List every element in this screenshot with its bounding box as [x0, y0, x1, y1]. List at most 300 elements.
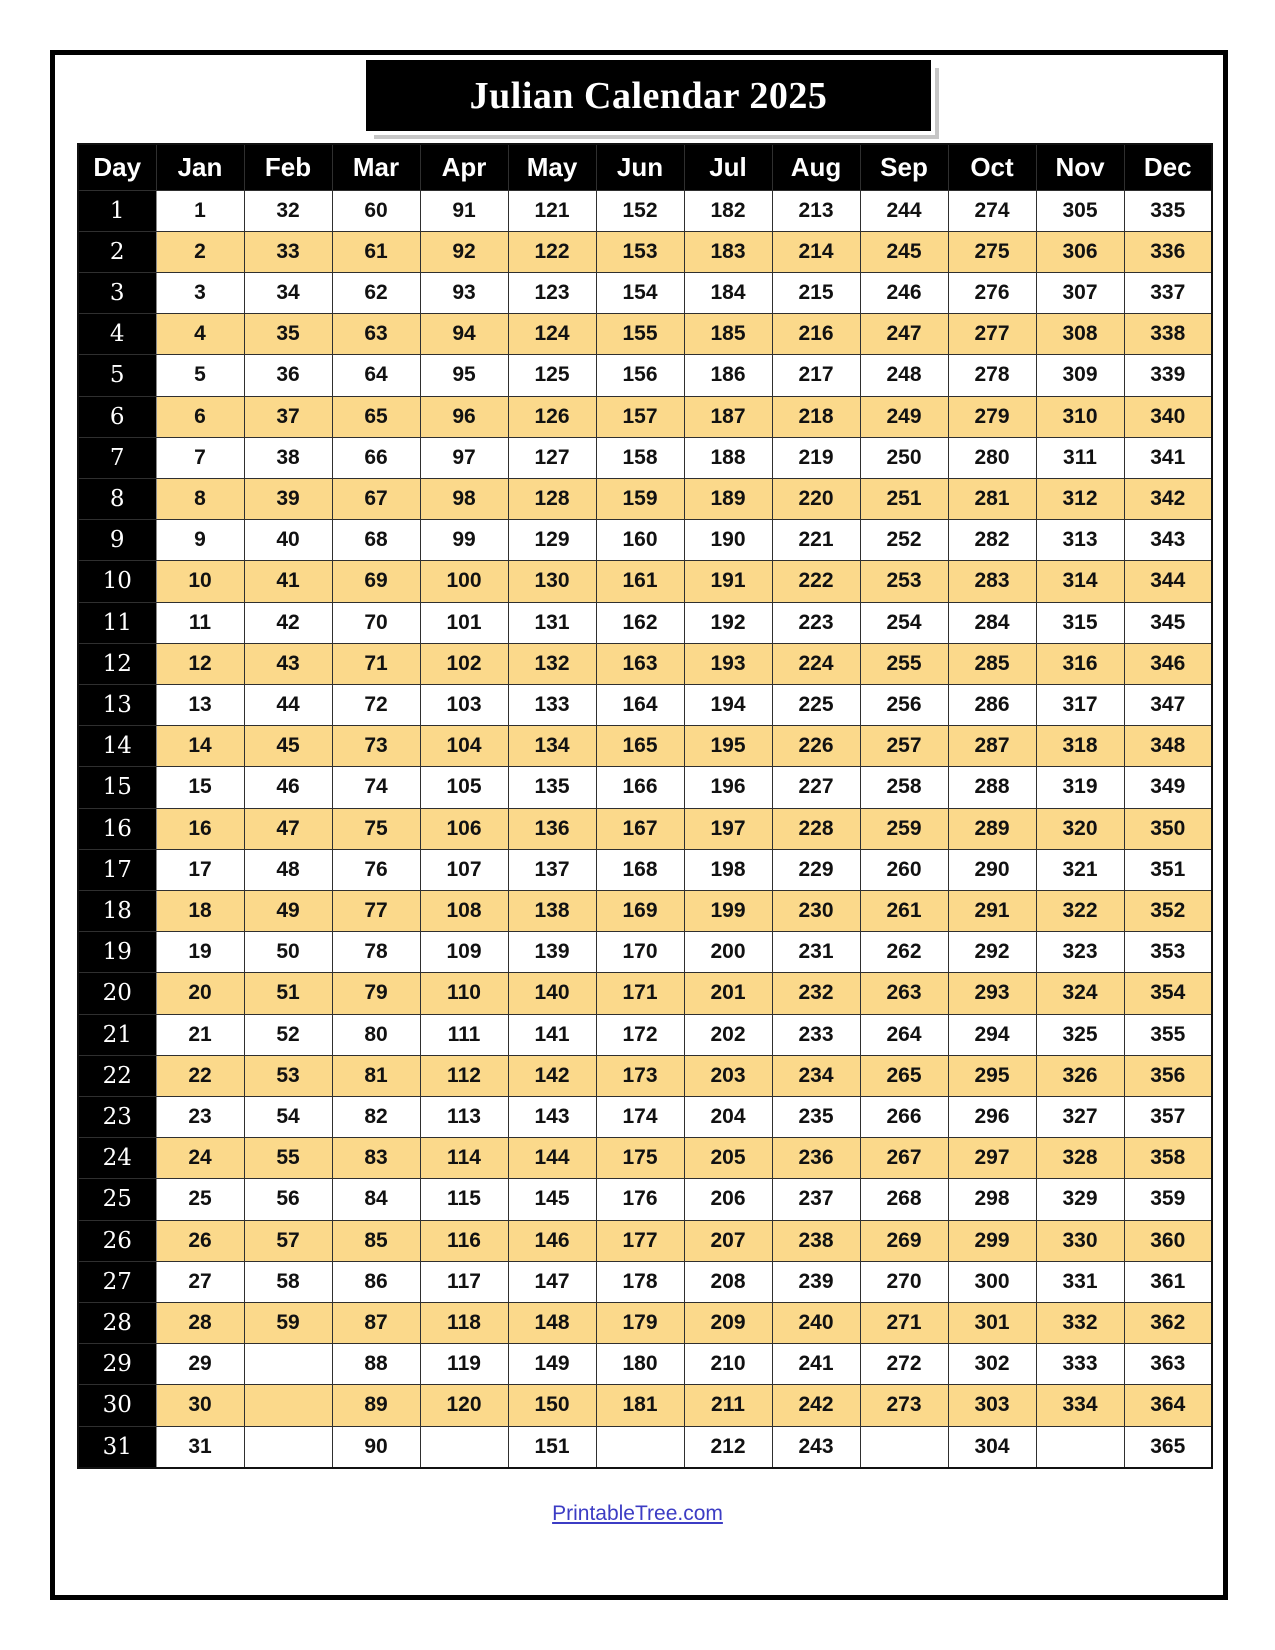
julian-date-cell: 22 — [156, 1055, 244, 1096]
julian-date-cell: 113 — [420, 1096, 508, 1137]
julian-date-cell: 28 — [156, 1302, 244, 1343]
julian-date-cell: 328 — [1036, 1138, 1124, 1179]
month-header-cell: Aug — [772, 144, 860, 190]
julian-date-cell: 14 — [156, 726, 244, 767]
julian-date-cell: 272 — [860, 1344, 948, 1385]
julian-date-cell: 142 — [508, 1055, 596, 1096]
julian-date-cell: 73 — [332, 726, 420, 767]
julian-date-cell: 204 — [684, 1096, 772, 1137]
julian-date-cell: 121 — [508, 190, 596, 231]
julian-date-cell: 124 — [508, 314, 596, 355]
julian-date-cell: 23 — [156, 1096, 244, 1137]
month-header-cell: Nov — [1036, 144, 1124, 190]
julian-date-cell: 168 — [596, 849, 684, 890]
day-number-cell: 28 — [78, 1302, 156, 1343]
julian-date-cell: 215 — [772, 272, 860, 313]
julian-date-cell: 45 — [244, 726, 332, 767]
julian-date-cell: 274 — [948, 190, 1036, 231]
julian-date-cell: 12 — [156, 643, 244, 684]
julian-date-cell: 114 — [420, 1138, 508, 1179]
day-number-cell: 1 — [78, 190, 156, 231]
table-row — [78, 437, 1212, 478]
julian-date-cell: 148 — [508, 1302, 596, 1343]
table-row — [78, 1096, 1212, 1137]
julian-date-cell: 56 — [244, 1179, 332, 1220]
julian-date-cell: 76 — [332, 849, 420, 890]
julian-date-cell: 3 — [156, 272, 244, 313]
julian-date-cell: 160 — [596, 520, 684, 561]
julian-date-cell: 59 — [244, 1302, 332, 1343]
julian-date-cell: 67 — [332, 478, 420, 519]
julian-date-cell: 310 — [1036, 396, 1124, 437]
julian-date-cell: 359 — [1124, 1179, 1212, 1220]
julian-date-cell: 64 — [332, 355, 420, 396]
table-row — [78, 726, 1212, 767]
julian-date-cell: 336 — [1124, 231, 1212, 272]
day-number-cell: 14 — [78, 726, 156, 767]
day-number-cell: 22 — [78, 1055, 156, 1096]
julian-date-cell: 196 — [684, 767, 772, 808]
julian-date-cell: 177 — [596, 1220, 684, 1261]
footer-link[interactable]: PrintableTree.com — [552, 1502, 723, 1525]
julian-date-cell — [596, 1426, 684, 1468]
julian-date-cell: 334 — [1036, 1385, 1124, 1426]
julian-date-cell: 186 — [684, 355, 772, 396]
day-number-cell: 27 — [78, 1261, 156, 1302]
julian-date-cell: 145 — [508, 1179, 596, 1220]
julian-date-cell: 220 — [772, 478, 860, 519]
julian-date-cell — [244, 1385, 332, 1426]
julian-date-cell: 120 — [420, 1385, 508, 1426]
julian-date-cell: 66 — [332, 437, 420, 478]
julian-date-cell: 140 — [508, 973, 596, 1014]
julian-date-cell: 295 — [948, 1055, 1036, 1096]
julian-date-cell: 193 — [684, 643, 772, 684]
julian-date-cell: 292 — [948, 932, 1036, 973]
julian-date-cell: 224 — [772, 643, 860, 684]
julian-date-cell: 37 — [244, 396, 332, 437]
julian-date-cell: 364 — [1124, 1385, 1212, 1426]
julian-date-cell: 82 — [332, 1096, 420, 1137]
julian-date-cell: 259 — [860, 808, 948, 849]
table-row — [78, 1220, 1212, 1261]
julian-date-cell: 201 — [684, 973, 772, 1014]
month-header-cell: Dec — [1124, 144, 1212, 190]
julian-date-cell: 249 — [860, 396, 948, 437]
julian-date-cell: 134 — [508, 726, 596, 767]
julian-date-cell: 351 — [1124, 849, 1212, 890]
julian-date-cell: 180 — [596, 1344, 684, 1385]
julian-date-cell: 216 — [772, 314, 860, 355]
julian-date-cell: 239 — [772, 1261, 860, 1302]
julian-date-cell: 129 — [508, 520, 596, 561]
table-row — [78, 272, 1212, 313]
julian-date-cell: 174 — [596, 1096, 684, 1137]
header-row — [78, 144, 1212, 190]
julian-date-cell: 269 — [860, 1220, 948, 1261]
julian-date-cell: 313 — [1036, 520, 1124, 561]
title-banner — [366, 60, 931, 131]
julian-date-cell: 51 — [244, 973, 332, 1014]
julian-date-cell: 47 — [244, 808, 332, 849]
julian-date-cell: 35 — [244, 314, 332, 355]
julian-date-cell: 138 — [508, 890, 596, 931]
julian-date-cell: 146 — [508, 1220, 596, 1261]
julian-date-cell: 289 — [948, 808, 1036, 849]
julian-date-cell: 213 — [772, 190, 860, 231]
julian-date-cell: 349 — [1124, 767, 1212, 808]
julian-date-cell: 49 — [244, 890, 332, 931]
julian-date-cell: 258 — [860, 767, 948, 808]
julian-date-cell: 340 — [1124, 396, 1212, 437]
julian-date-cell: 169 — [596, 890, 684, 931]
table-header — [78, 144, 1212, 190]
julian-date-cell: 5 — [156, 355, 244, 396]
julian-date-cell: 266 — [860, 1096, 948, 1137]
julian-date-cell: 247 — [860, 314, 948, 355]
julian-date-cell: 335 — [1124, 190, 1212, 231]
day-number-cell: 2 — [78, 231, 156, 272]
julian-date-cell: 314 — [1036, 561, 1124, 602]
julian-date-cell: 171 — [596, 973, 684, 1014]
julian-date-cell: 318 — [1036, 726, 1124, 767]
julian-date-cell: 162 — [596, 602, 684, 643]
julian-date-cell: 46 — [244, 767, 332, 808]
julian-date-cell: 2 — [156, 231, 244, 272]
julian-date-cell: 250 — [860, 437, 948, 478]
julian-date-cell: 36 — [244, 355, 332, 396]
julian-date-cell: 104 — [420, 726, 508, 767]
julian-date-cell: 225 — [772, 684, 860, 725]
julian-date-cell: 230 — [772, 890, 860, 931]
julian-date-cell: 164 — [596, 684, 684, 725]
julian-date-cell: 191 — [684, 561, 772, 602]
julian-date-cell: 65 — [332, 396, 420, 437]
julian-date-cell: 273 — [860, 1385, 948, 1426]
julian-date-cell: 173 — [596, 1055, 684, 1096]
julian-date-cell: 199 — [684, 890, 772, 931]
julian-date-cell: 363 — [1124, 1344, 1212, 1385]
julian-date-cell: 75 — [332, 808, 420, 849]
julian-date-cell: 119 — [420, 1344, 508, 1385]
julian-date-cell: 103 — [420, 684, 508, 725]
julian-date-cell: 8 — [156, 478, 244, 519]
julian-date-cell: 207 — [684, 1220, 772, 1261]
julian-date-cell: 50 — [244, 932, 332, 973]
julian-date-cell: 132 — [508, 643, 596, 684]
julian-date-cell: 281 — [948, 478, 1036, 519]
julian-date-cell: 322 — [1036, 890, 1124, 931]
julian-date-cell: 58 — [244, 1261, 332, 1302]
julian-date-cell: 54 — [244, 1096, 332, 1137]
julian-date-cell: 176 — [596, 1179, 684, 1220]
julian-date-cell: 43 — [244, 643, 332, 684]
day-number-cell: 24 — [78, 1138, 156, 1179]
julian-date-cell: 34 — [244, 272, 332, 313]
day-number-cell: 21 — [78, 1014, 156, 1055]
julian-date-cell: 231 — [772, 932, 860, 973]
julian-date-cell: 179 — [596, 1302, 684, 1343]
julian-date-cell: 345 — [1124, 602, 1212, 643]
julian-date-cell: 296 — [948, 1096, 1036, 1137]
day-number-cell: 16 — [78, 808, 156, 849]
julian-date-cell: 78 — [332, 932, 420, 973]
julian-date-cell: 290 — [948, 849, 1036, 890]
julian-date-cell: 71 — [332, 643, 420, 684]
table-row — [78, 355, 1212, 396]
julian-date-cell: 150 — [508, 1385, 596, 1426]
julian-date-cell: 212 — [684, 1426, 772, 1468]
julian-date-cell: 354 — [1124, 973, 1212, 1014]
julian-date-cell: 157 — [596, 396, 684, 437]
julian-date-cell: 300 — [948, 1261, 1036, 1302]
julian-date-cell: 271 — [860, 1302, 948, 1343]
julian-date-cell: 83 — [332, 1138, 420, 1179]
julian-date-cell: 141 — [508, 1014, 596, 1055]
julian-date-cell: 346 — [1124, 643, 1212, 684]
julian-date-cell: 308 — [1036, 314, 1124, 355]
julian-date-cell: 311 — [1036, 437, 1124, 478]
julian-date-cell: 68 — [332, 520, 420, 561]
julian-date-cell: 19 — [156, 932, 244, 973]
julian-date-cell: 353 — [1124, 932, 1212, 973]
julian-date-cell: 15 — [156, 767, 244, 808]
julian-date-cell — [860, 1426, 948, 1468]
julian-date-cell: 44 — [244, 684, 332, 725]
julian-date-cell: 219 — [772, 437, 860, 478]
julian-date-cell: 149 — [508, 1344, 596, 1385]
day-number-cell: 23 — [78, 1096, 156, 1137]
julian-date-cell: 299 — [948, 1220, 1036, 1261]
day-number-cell: 29 — [78, 1344, 156, 1385]
julian-date-cell: 110 — [420, 973, 508, 1014]
julian-date-cell: 136 — [508, 808, 596, 849]
julian-date-cell: 211 — [684, 1385, 772, 1426]
julian-date-cell: 302 — [948, 1344, 1036, 1385]
julian-date-cell: 203 — [684, 1055, 772, 1096]
julian-date-cell: 117 — [420, 1261, 508, 1302]
julian-date-cell: 255 — [860, 643, 948, 684]
julian-date-cell: 210 — [684, 1344, 772, 1385]
julian-date-cell: 325 — [1036, 1014, 1124, 1055]
julian-date-cell — [1036, 1426, 1124, 1468]
julian-date-cell: 152 — [596, 190, 684, 231]
page-title: Julian Calendar 2025 — [469, 74, 828, 117]
julian-date-cell: 252 — [860, 520, 948, 561]
table-row — [78, 890, 1212, 931]
julian-date-cell: 9 — [156, 520, 244, 561]
julian-date-cell: 297 — [948, 1138, 1036, 1179]
julian-date-cell: 57 — [244, 1220, 332, 1261]
julian-calendar-table — [77, 143, 1213, 1469]
julian-date-cell: 234 — [772, 1055, 860, 1096]
day-number-cell: 25 — [78, 1179, 156, 1220]
table-row — [78, 1344, 1212, 1385]
day-number-cell: 8 — [78, 478, 156, 519]
julian-date-cell: 263 — [860, 973, 948, 1014]
julian-date-cell: 355 — [1124, 1014, 1212, 1055]
julian-date-cell: 33 — [244, 231, 332, 272]
month-header-cell: Jan — [156, 144, 244, 190]
julian-date-cell: 30 — [156, 1385, 244, 1426]
julian-date-cell: 217 — [772, 355, 860, 396]
julian-date-cell: 206 — [684, 1179, 772, 1220]
julian-date-cell: 172 — [596, 1014, 684, 1055]
julian-date-cell: 361 — [1124, 1261, 1212, 1302]
table-row — [78, 602, 1212, 643]
julian-date-cell: 194 — [684, 684, 772, 725]
table-row — [78, 1426, 1212, 1468]
julian-date-cell: 262 — [860, 932, 948, 973]
julian-date-cell: 11 — [156, 602, 244, 643]
julian-date-cell: 109 — [420, 932, 508, 973]
julian-date-cell: 126 — [508, 396, 596, 437]
table-row — [78, 231, 1212, 272]
table-row — [78, 643, 1212, 684]
julian-date-cell: 288 — [948, 767, 1036, 808]
julian-date-cell: 166 — [596, 767, 684, 808]
julian-date-cell: 170 — [596, 932, 684, 973]
julian-date-cell: 77 — [332, 890, 420, 931]
julian-date-cell: 163 — [596, 643, 684, 684]
month-header-cell: Jul — [684, 144, 772, 190]
julian-date-cell: 227 — [772, 767, 860, 808]
table-row — [78, 932, 1212, 973]
julian-date-cell: 86 — [332, 1261, 420, 1302]
table-row — [78, 767, 1212, 808]
julian-date-cell: 287 — [948, 726, 1036, 767]
julian-date-cell: 307 — [1036, 272, 1124, 313]
julian-date-cell: 189 — [684, 478, 772, 519]
julian-date-cell: 276 — [948, 272, 1036, 313]
julian-date-cell: 52 — [244, 1014, 332, 1055]
julian-date-cell: 155 — [596, 314, 684, 355]
day-number-cell: 19 — [78, 932, 156, 973]
julian-date-cell: 286 — [948, 684, 1036, 725]
julian-date-cell: 123 — [508, 272, 596, 313]
julian-date-cell: 147 — [508, 1261, 596, 1302]
julian-date-cell: 89 — [332, 1385, 420, 1426]
julian-date-cell: 1 — [156, 190, 244, 231]
julian-date-cell: 81 — [332, 1055, 420, 1096]
julian-date-cell: 321 — [1036, 849, 1124, 890]
month-header-cell: Oct — [948, 144, 1036, 190]
julian-date-cell: 93 — [420, 272, 508, 313]
julian-date-cell: 244 — [860, 190, 948, 231]
julian-date-cell: 100 — [420, 561, 508, 602]
table-row — [78, 1179, 1212, 1220]
day-number-cell: 11 — [78, 602, 156, 643]
julian-date-cell: 165 — [596, 726, 684, 767]
julian-date-cell: 277 — [948, 314, 1036, 355]
julian-date-cell: 60 — [332, 190, 420, 231]
julian-date-cell: 6 — [156, 396, 244, 437]
day-number-cell: 15 — [78, 767, 156, 808]
julian-date-cell: 184 — [684, 272, 772, 313]
day-number-cell: 7 — [78, 437, 156, 478]
day-number-cell: 20 — [78, 973, 156, 1014]
julian-date-cell: 101 — [420, 602, 508, 643]
julian-date-cell: 102 — [420, 643, 508, 684]
julian-date-cell: 319 — [1036, 767, 1124, 808]
julian-date-cell: 87 — [332, 1302, 420, 1343]
julian-date-cell: 182 — [684, 190, 772, 231]
julian-date-cell: 91 — [420, 190, 508, 231]
julian-date-cell: 167 — [596, 808, 684, 849]
julian-date-cell: 107 — [420, 849, 508, 890]
julian-date-cell: 39 — [244, 478, 332, 519]
julian-date-cell: 245 — [860, 231, 948, 272]
julian-date-cell: 192 — [684, 602, 772, 643]
julian-date-cell: 122 — [508, 231, 596, 272]
julian-date-cell: 38 — [244, 437, 332, 478]
julian-date-cell: 237 — [772, 1179, 860, 1220]
julian-date-cell: 55 — [244, 1138, 332, 1179]
julian-date-cell: 90 — [332, 1426, 420, 1468]
julian-date-cell: 115 — [420, 1179, 508, 1220]
footer — [0, 1502, 1275, 1526]
julian-date-cell: 283 — [948, 561, 1036, 602]
julian-date-cell: 344 — [1124, 561, 1212, 602]
julian-date-cell: 352 — [1124, 890, 1212, 931]
table-row — [78, 1302, 1212, 1343]
julian-date-cell: 232 — [772, 973, 860, 1014]
julian-date-cell: 261 — [860, 890, 948, 931]
julian-date-cell: 229 — [772, 849, 860, 890]
julian-date-cell: 106 — [420, 808, 508, 849]
julian-date-cell: 343 — [1124, 520, 1212, 561]
julian-date-cell: 32 — [244, 190, 332, 231]
julian-date-cell: 143 — [508, 1096, 596, 1137]
julian-date-cell: 108 — [420, 890, 508, 931]
julian-date-cell: 218 — [772, 396, 860, 437]
table-row — [78, 1261, 1212, 1302]
month-header-cell: Feb — [244, 144, 332, 190]
julian-date-cell: 98 — [420, 478, 508, 519]
julian-date-cell: 156 — [596, 355, 684, 396]
julian-date-cell: 350 — [1124, 808, 1212, 849]
julian-date-cell: 31 — [156, 1426, 244, 1468]
julian-date-cell: 112 — [420, 1055, 508, 1096]
month-header-cell: May — [508, 144, 596, 190]
julian-date-cell: 95 — [420, 355, 508, 396]
julian-date-cell: 285 — [948, 643, 1036, 684]
julian-date-cell: 4 — [156, 314, 244, 355]
day-number-cell: 30 — [78, 1385, 156, 1426]
julian-date-cell: 88 — [332, 1344, 420, 1385]
day-number-cell: 3 — [78, 272, 156, 313]
day-number-cell: 10 — [78, 561, 156, 602]
julian-date-cell: 235 — [772, 1096, 860, 1137]
julian-date-cell: 133 — [508, 684, 596, 725]
julian-date-cell: 316 — [1036, 643, 1124, 684]
julian-date-cell: 131 — [508, 602, 596, 643]
julian-date-cell: 40 — [244, 520, 332, 561]
julian-date-cell: 222 — [772, 561, 860, 602]
julian-date-cell: 130 — [508, 561, 596, 602]
table-row — [78, 1055, 1212, 1096]
month-header-cell: Apr — [420, 144, 508, 190]
julian-date-cell: 27 — [156, 1261, 244, 1302]
julian-date-cell: 338 — [1124, 314, 1212, 355]
julian-date-cell: 242 — [772, 1385, 860, 1426]
julian-date-cell: 84 — [332, 1179, 420, 1220]
julian-date-cell: 303 — [948, 1385, 1036, 1426]
julian-date-cell: 29 — [156, 1344, 244, 1385]
julian-date-cell: 10 — [156, 561, 244, 602]
julian-date-cell: 238 — [772, 1220, 860, 1261]
julian-date-cell: 161 — [596, 561, 684, 602]
